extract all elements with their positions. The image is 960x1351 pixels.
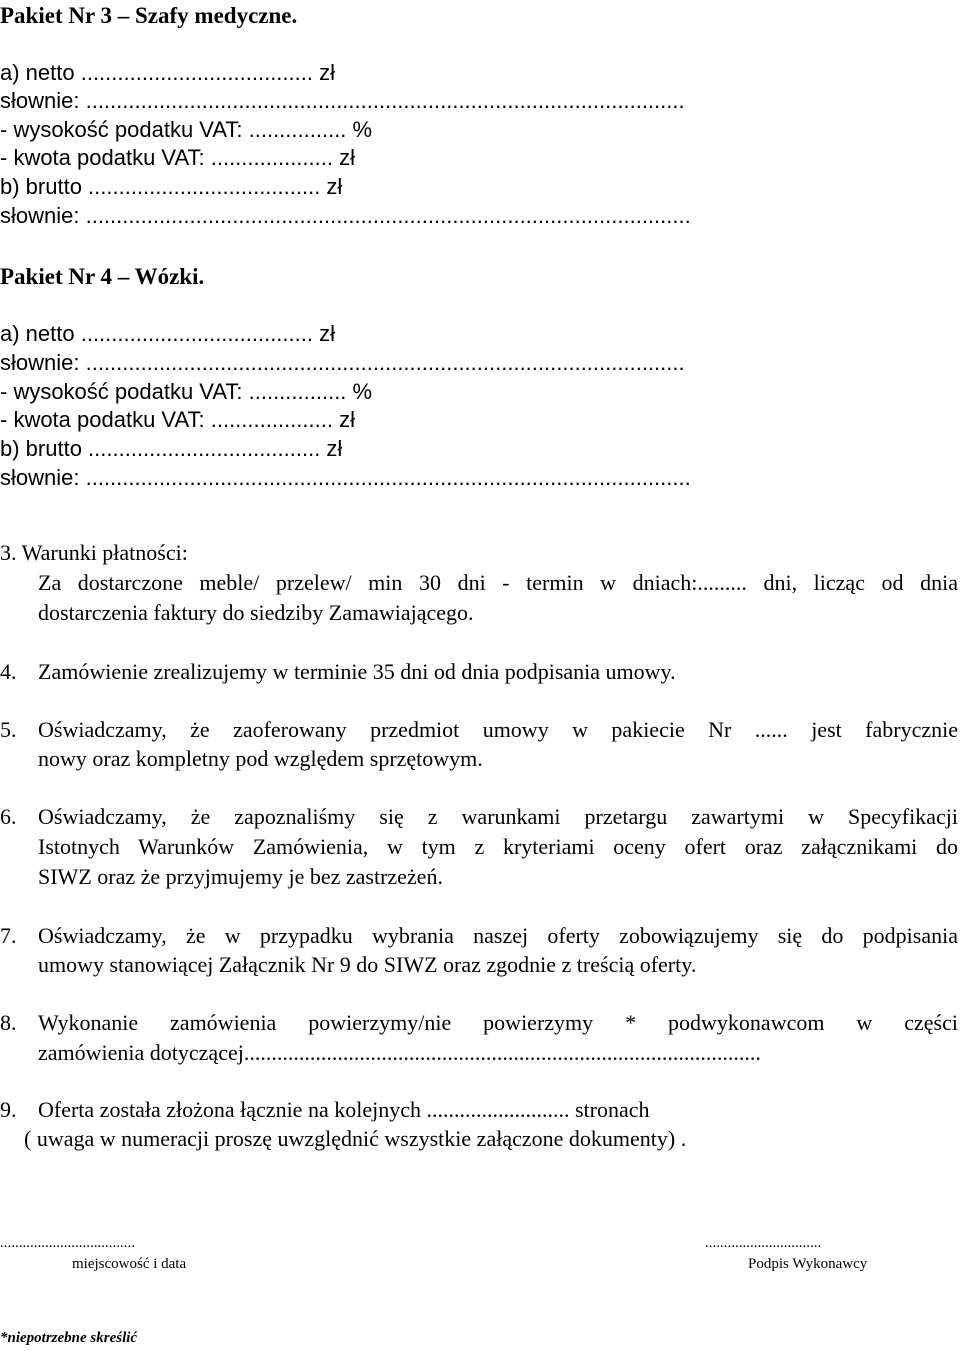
pakiet4-heading: Pakiet Nr 4 – Wózki. bbox=[0, 264, 205, 289]
section-8-line-1: Wykonanie zamówienia powierzymy/nie powierzymy * podwykonawcom w części bbox=[38, 1010, 958, 1035]
place-date-dots: .................................... bbox=[0, 1235, 135, 1251]
pakiet3-slownie-2: słownie: ................................................................................................... bbox=[0, 203, 691, 228]
section-6-number: 6. bbox=[0, 804, 17, 829]
pakiet3-slownie-1: słownie: .................................................................................................. bbox=[0, 88, 685, 113]
section-8-number: 8. bbox=[0, 1010, 17, 1035]
section-3-title: 3. Warunki płatności: bbox=[0, 540, 188, 565]
pakiet3-vat-amount: - kwota podatku VAT: .................... zł bbox=[0, 145, 355, 170]
section-7-line-1: Oświadczamy, że w przypadku wybrania naszej oferty zobowiązujemy się do podpisania bbox=[38, 923, 958, 948]
section-4-text: Zamówienie zrealizujemy w terminie 35 dni od dnia podpisania umowy. bbox=[38, 659, 676, 684]
pakiet3-brutto: b) brutto ...................................... zł bbox=[0, 174, 343, 199]
section-3-line-1: Za dostarczone meble/ przelew/ min 30 dni - termin w dniach:......... dni, licząc od dnia bbox=[38, 570, 958, 595]
signature-label: Podpis Wykonawcy bbox=[748, 1256, 868, 1272]
pakiet4-vat-amount: - kwota podatku VAT: .................... zł bbox=[0, 407, 355, 432]
pakiet4-slownie-2: słownie: ................................................................................................... bbox=[0, 465, 691, 490]
pakiet3-heading: Pakiet Nr 3 – Szafy medyczne. bbox=[0, 3, 298, 28]
section-6-line-2: Istotnych Warunków Zamówienia, w tym z kryteriami oceny ofert oraz załącznikami do bbox=[38, 834, 958, 859]
section-6-line-3: SIWZ oraz że przyjmujemy je bez zastrzeżeń. bbox=[38, 864, 443, 889]
section-6-line-1: Oświadczamy, że zapoznaliśmy się z warunkami przetargu zawartymi w Specyfikacji bbox=[38, 804, 958, 829]
place-date-label: miejscowość i data bbox=[72, 1256, 187, 1272]
section-5-line-2: nowy oraz kompletny pod względem sprzętowym. bbox=[38, 746, 483, 771]
pakiet4-slownie-1: słownie: .................................................................................................. bbox=[0, 350, 685, 375]
section-8-line-2: zamówienia dotyczącej.............................................................................................. bbox=[38, 1040, 761, 1065]
pakiet4-vat-rate: - wysokość podatku VAT: ................ % bbox=[0, 379, 373, 404]
section-4-number: 4. bbox=[0, 659, 17, 684]
section-9-line-1: Oferta została złożona łącznie na kolejnych .......................... stronach bbox=[38, 1097, 650, 1122]
section-3-line-2: dostarczenia faktury do siedziby Zamawiającego. bbox=[38, 600, 474, 625]
section-5-number: 5. bbox=[0, 717, 17, 742]
pakiet3-vat-rate: - wysokość podatku VAT: ................ % bbox=[0, 117, 373, 142]
footnote: *niepotrzebne skreślić bbox=[0, 1330, 138, 1346]
pakiet4-netto: a) netto ...................................... zł bbox=[0, 321, 335, 346]
section-9-line-2: ( uwaga w numeracji proszę uwzględnić wszystkie załączone dokumenty) . bbox=[24, 1126, 687, 1151]
section-5-line-1: Oświadczamy, że zaoferowany przedmiot umowy w pakiecie Nr ...... jest fabrycznie bbox=[38, 717, 958, 742]
signature-dots: ............................... bbox=[705, 1235, 822, 1251]
pakiet4-brutto: b) brutto ...................................... zł bbox=[0, 436, 343, 461]
section-7-line-2: umowy stanowiącej Załącznik Nr 9 do SIWZ oraz zgodnie z treścią oferty. bbox=[38, 952, 697, 977]
pakiet3-netto: a) netto ...................................... zł bbox=[0, 60, 335, 85]
section-9-number: 9. bbox=[0, 1097, 17, 1122]
section-7-number: 7. bbox=[0, 923, 17, 948]
